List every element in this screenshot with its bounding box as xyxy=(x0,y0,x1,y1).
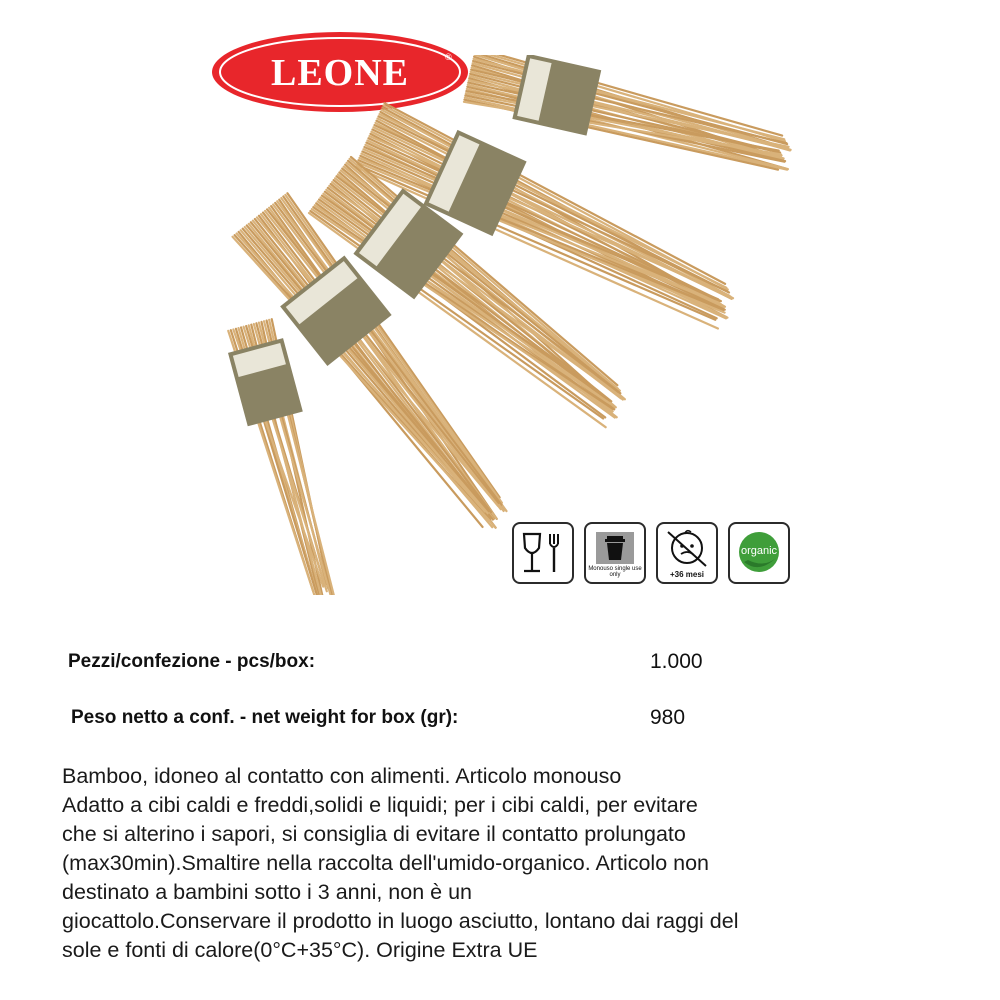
product-image xyxy=(220,55,800,595)
svg-text:organic: organic xyxy=(740,545,778,557)
svg-text:®: ® xyxy=(445,52,452,62)
spec-weight-label: Peso netto a conf. - net weight for box (gr): xyxy=(71,707,459,728)
not-for-children-icon: +36 mesi xyxy=(656,522,718,584)
food-contact-icon xyxy=(512,522,574,584)
certification-icons xyxy=(512,522,790,584)
spec-pieces-label: Pezzi/confezione - pcs/box: xyxy=(68,651,316,672)
single-use-bin-icon: Monouso single use only xyxy=(584,522,646,584)
spec-weight-value: 980 xyxy=(650,706,686,729)
skewer-bundle xyxy=(464,55,791,170)
product-description: Bamboo, idoneo al contatto con alimenti. Articolo monouso Adatto a cibi caldi e freddi,solidi e liquidi; per i cibi caldi, per evitare che si alterino i sapori, si consiglia di evitare il contatto prolungato (max30min).Smaltire nella raccolta dell'umido-organico. Articolo non destinato a bambini sotto i 3 anni, non è un giocattolo.Conservare il prodotto in luogo asciutto, lontano dai raggi del sole e fonti di calore(0°C+35°C). Origine Extra UE xyxy=(62,764,739,962)
spec-pieces-value: 1.000 xyxy=(650,650,703,673)
skewer-bundle xyxy=(228,319,334,595)
brand-name: LEONE xyxy=(270,52,410,94)
organic-icon xyxy=(728,522,790,584)
